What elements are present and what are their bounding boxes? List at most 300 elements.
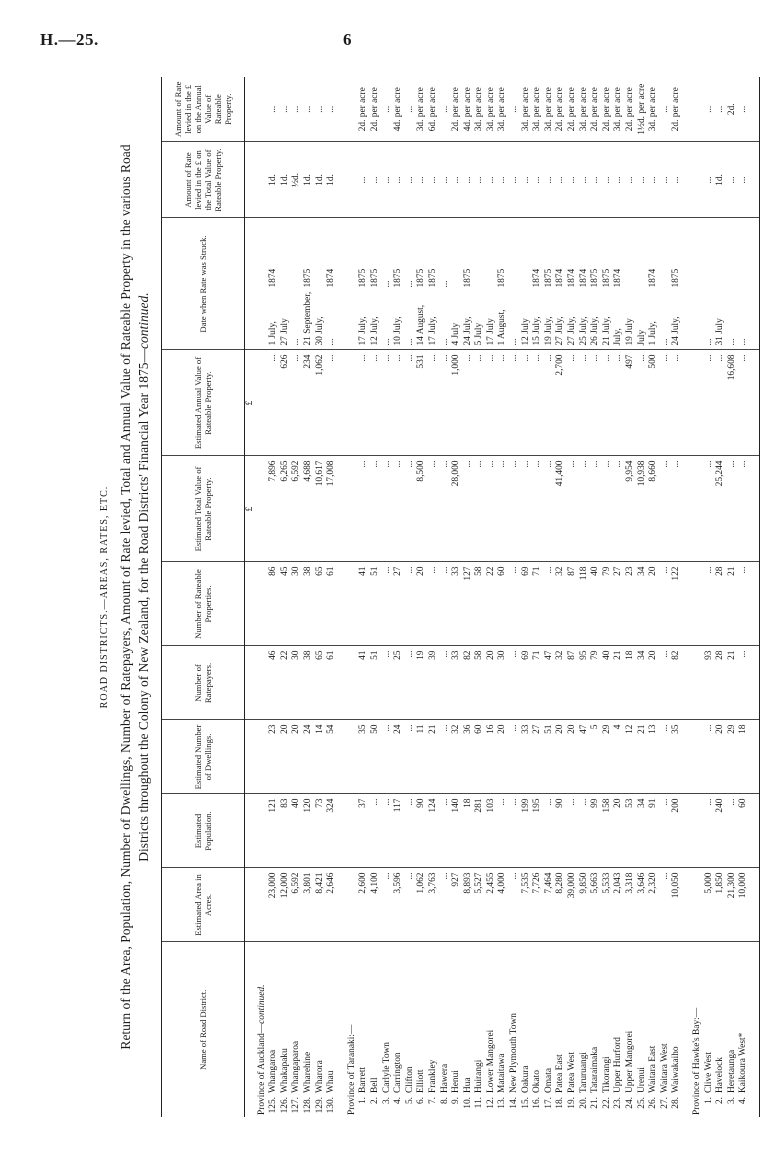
table-row — [602, 77, 614, 1117]
province-name — [692, 942, 704, 1117]
year-struck: 1874 — [648, 268, 659, 288]
annual-rate-cell: 2d. per acre — [370, 77, 382, 142]
date-struck: 15 July, — [532, 316, 543, 346]
dwellings-cell: 21 — [428, 720, 440, 794]
district-name: Barrett — [358, 1066, 369, 1093]
annual-rate-cell: 2d. per acre — [590, 77, 602, 142]
empty-cell — [257, 562, 269, 646]
row-number: 18. — [555, 1097, 566, 1109]
total-rate-cell: 1d. — [326, 142, 338, 218]
district-name: Whangaroa — [268, 1049, 279, 1093]
empty-cell — [338, 720, 347, 794]
annual-value-cell: ... — [405, 350, 417, 456]
area-cell: 3,763 — [428, 868, 440, 942]
dwellings-cell: 32 — [451, 720, 463, 794]
annual-rate-cell: 4d. per acre — [393, 77, 405, 142]
total-rate-cell: ... — [463, 142, 475, 218]
ratepayers-cell: 18 — [625, 646, 637, 720]
population-cell: 18 — [463, 794, 475, 868]
area-cell: 7,726 — [532, 868, 544, 942]
annual-value-cell: 1,062 — [315, 350, 327, 456]
year-struck: 1875 — [601, 268, 612, 288]
total-value-cell: ... — [590, 456, 602, 562]
total-rate-cell: ... — [486, 142, 498, 218]
dwellings-cell: ... — [704, 720, 716, 794]
total-value-cell: 28,000 — [451, 456, 463, 562]
date-struck: 10 July, — [393, 316, 404, 346]
district-name: Wharehine — [302, 1051, 313, 1093]
district-cell — [567, 942, 579, 1117]
table-row — [474, 77, 486, 1117]
district-cell — [428, 942, 440, 1117]
date-cell — [602, 218, 614, 350]
population-cell: 91 — [648, 794, 660, 868]
ratepayers-cell: 19 — [416, 646, 428, 720]
empty-cell — [347, 77, 359, 142]
annual-rate-cell: 2d. per acre — [555, 77, 567, 142]
district-name: Patea West — [567, 1052, 578, 1093]
total-rate-cell: ... — [555, 142, 567, 218]
table-row — [303, 77, 315, 1117]
properties-cell: 122 — [671, 562, 683, 646]
district-name: Clive West — [703, 1052, 714, 1093]
empty-cell — [257, 646, 269, 720]
row-number: 6. — [416, 1097, 427, 1105]
population-cell: 124 — [428, 794, 440, 868]
dwellings-cell: 24 — [303, 720, 315, 794]
dwellings-cell: 35 — [671, 720, 683, 794]
province-row — [347, 77, 359, 1117]
annual-value-cell: ... — [382, 350, 394, 456]
ratepayers-cell: 82 — [463, 646, 475, 720]
annual-value-cell: ... — [291, 350, 303, 456]
district-cell — [625, 942, 637, 1117]
dwellings-cell: 33 — [521, 720, 533, 794]
dwellings-cell: ... — [405, 720, 417, 794]
district-cell — [358, 942, 370, 1117]
empty-cell — [683, 562, 692, 646]
total-value-cell: ... — [474, 456, 486, 562]
ratepayers-cell: 25 — [393, 646, 405, 720]
total-value-cell: ... — [567, 456, 579, 562]
district-name: Bell — [369, 1077, 380, 1093]
empty-cell — [347, 456, 359, 562]
annual-value-cell: ... — [463, 350, 475, 456]
date-struck: ... — [291, 338, 302, 346]
table-row — [370, 77, 382, 1117]
properties-cell: ... — [382, 562, 394, 646]
title-line-2 — [135, 77, 153, 1117]
table-row — [704, 77, 716, 1117]
properties-cell: 69 — [521, 562, 533, 646]
total-rate-cell: ... — [416, 142, 428, 218]
date-struck: 14 August, — [416, 304, 427, 346]
empty-cell — [750, 562, 760, 646]
table-row — [291, 77, 303, 1117]
population-cell: 281 — [474, 794, 486, 868]
spacer-row — [683, 77, 692, 1117]
road-districts-table — [161, 77, 760, 1117]
total-rate-cell: ... — [671, 142, 683, 218]
annual-rate-cell: ... — [738, 77, 750, 142]
area-cell: 2,320 — [648, 868, 660, 942]
properties-cell: 27 — [393, 562, 405, 646]
properties-cell: 28 — [715, 562, 727, 646]
empty-cell — [338, 868, 347, 942]
date-struck: 25 July, — [578, 316, 589, 346]
table-row — [590, 77, 602, 1117]
population-cell: ... — [704, 794, 716, 868]
population-cell: 20 — [613, 794, 625, 868]
area-cell: 2,043 — [613, 868, 625, 942]
total-value-cell: 10,938 — [637, 456, 649, 562]
dwellings-cell: 20 — [291, 720, 303, 794]
province-row — [257, 77, 269, 1117]
total-value-cell: ... — [497, 456, 509, 562]
date-struck: ... — [381, 338, 392, 346]
ratepayers-cell: 51 — [370, 646, 382, 720]
empty-cell — [692, 350, 704, 456]
area-cell: 4,000 — [497, 868, 509, 942]
properties-cell: 86 — [268, 562, 280, 646]
empty-cell — [692, 456, 704, 562]
empty-cell — [750, 142, 760, 218]
district-name: Upper Mangorei — [625, 1030, 635, 1093]
dwellings-cell: 29 — [602, 720, 614, 794]
table-row — [497, 77, 509, 1117]
total-value-cell: ... — [428, 456, 440, 562]
row-number: 28. — [671, 1097, 682, 1109]
date-struck: 12 July — [520, 318, 531, 346]
date-cell — [451, 218, 463, 350]
province-label: Province of Taranaki:— — [346, 1024, 357, 1115]
population-cell: 324 — [326, 794, 338, 868]
area-cell: ... — [405, 868, 417, 942]
total-rate-cell: ... — [613, 142, 625, 218]
date-struck: 1 August, — [497, 309, 508, 346]
date-cell — [715, 218, 727, 350]
total-rate-cell: ... — [428, 142, 440, 218]
area-cell: ... — [382, 868, 394, 942]
row-number: 3. — [726, 1097, 737, 1105]
empty-cell — [257, 142, 269, 218]
empty-cell — [683, 142, 692, 218]
year-struck: 1875 — [393, 268, 404, 288]
table-row — [544, 77, 556, 1117]
table-row — [521, 77, 533, 1117]
population-cell: ... — [727, 794, 739, 868]
table-header-row — [162, 77, 245, 1117]
date-struck: 17 July — [485, 318, 496, 346]
empty-cell — [245, 942, 257, 1117]
dwellings-cell: 20 — [715, 720, 727, 794]
total-value-cell: 41,400 — [555, 456, 567, 562]
row-number: 1. — [358, 1097, 369, 1105]
district-name: Waiwakaiho — [671, 1046, 682, 1093]
population-cell: 158 — [602, 794, 614, 868]
ratepayers-cell: 30 — [497, 646, 509, 720]
properties-cell: 27 — [613, 562, 625, 646]
annual-rate-cell: ... — [291, 77, 303, 142]
population-cell: 73 — [315, 794, 327, 868]
dwellings-cell: 24 — [393, 720, 405, 794]
district-cell — [579, 942, 591, 1117]
date-cell — [326, 218, 338, 350]
district-name: Carlyle Town — [381, 1042, 392, 1093]
district-cell — [440, 942, 452, 1117]
total-value-cell: ... — [393, 456, 405, 562]
properties-cell: 33 — [451, 562, 463, 646]
annual-rate-cell: 2d. per acre — [451, 77, 463, 142]
date-cell — [521, 218, 533, 350]
dwellings-cell: 47 — [579, 720, 591, 794]
dwellings-cell: 54 — [326, 720, 338, 794]
row-number: 130. — [326, 1097, 337, 1114]
total-rate-cell: ... — [738, 142, 750, 218]
total-rate-cell: ... — [370, 142, 382, 218]
row-number: 9. — [451, 1097, 462, 1105]
district-cell — [280, 942, 292, 1117]
date-cell — [291, 218, 303, 350]
total-value-cell: 25,244 — [715, 456, 727, 562]
total-rate-cell: 1d. — [315, 142, 327, 218]
total-value-cell: ... — [358, 456, 370, 562]
date-struck: 24 July, — [462, 316, 473, 346]
population-cell: 200 — [671, 794, 683, 868]
ratepayers-cell: 21 — [727, 646, 739, 720]
row-number: 14. — [509, 1097, 520, 1109]
district-cell — [393, 942, 405, 1117]
total-rate-cell: ... — [440, 142, 452, 218]
column-header: Amount of Rate levied in the £ on the Total Value of Rateable Property. — [162, 142, 245, 218]
date-struck: ... — [738, 338, 749, 346]
date-struck: 27 July, — [567, 316, 578, 346]
dwellings-cell: 60 — [474, 720, 486, 794]
district-cell — [555, 942, 567, 1117]
row-number: 20. — [578, 1097, 589, 1109]
row-number: 129. — [314, 1097, 325, 1114]
district-name: Patea East — [555, 1054, 566, 1093]
annual-value-cell: ... — [660, 350, 672, 456]
total-rate-cell: 1d. — [268, 142, 280, 218]
row-number: 126. — [279, 1097, 290, 1114]
return-title — [117, 77, 153, 1117]
date-struck: ... — [703, 338, 714, 346]
total-value-cell: ... — [463, 456, 475, 562]
total-rate-cell: ... — [358, 142, 370, 218]
population-cell: 83 — [280, 794, 292, 868]
dwellings-cell: 20 — [497, 720, 509, 794]
ratepayers-cell: ... — [405, 646, 417, 720]
province-row — [692, 77, 704, 1117]
total-value-cell: 9,954 — [625, 456, 637, 562]
dwellings-cell: 16 — [486, 720, 498, 794]
area-cell: 21,300 — [727, 868, 739, 942]
total-value-cell: ... — [509, 456, 521, 562]
table-row — [486, 77, 498, 1117]
district-name: Upper Hurford — [613, 1037, 624, 1093]
dwellings-cell: 21 — [637, 720, 649, 794]
empty-cell — [692, 77, 704, 142]
district-name: Whakapaku — [279, 1048, 290, 1093]
table-row — [451, 77, 463, 1117]
year-struck: 1875 — [462, 268, 473, 288]
ratepayers-cell: 93 — [704, 646, 716, 720]
date-struck: 24 July, — [671, 316, 682, 346]
population-cell: 195 — [532, 794, 544, 868]
date-cell — [509, 218, 521, 350]
date-cell — [486, 218, 498, 350]
dwellings-cell: 35 — [358, 720, 370, 794]
annual-value-cell: 2,700 — [555, 350, 567, 456]
date-struck: 26 July, — [590, 316, 601, 346]
date-struck: ... — [509, 338, 520, 346]
empty-cell — [347, 562, 359, 646]
total-value-unit: £ — [245, 456, 257, 562]
population-cell: 60 — [738, 794, 750, 868]
district-cell — [671, 942, 683, 1117]
district-cell — [613, 942, 625, 1117]
annual-rate-cell: ... — [440, 77, 452, 142]
empty-cell — [245, 646, 257, 720]
row-number: 24. — [625, 1097, 635, 1109]
row-number: 19. — [567, 1097, 578, 1109]
table-row — [567, 77, 579, 1117]
district-cell — [405, 942, 417, 1117]
date-struck: 21 September, — [302, 291, 313, 346]
row-number: 2. — [369, 1097, 380, 1105]
province-name — [257, 942, 269, 1117]
empty-cell — [257, 720, 269, 794]
total-value-cell: ... — [602, 456, 614, 562]
table-row — [671, 77, 683, 1117]
annual-rate-cell: 3d. per acre — [521, 77, 533, 142]
row-number: 23. — [613, 1097, 624, 1109]
year-struck: ... — [439, 280, 450, 288]
year-struck: 1874 — [268, 268, 279, 288]
annual-value-cell: ... — [326, 350, 338, 456]
population-cell: 53 — [625, 794, 637, 868]
ratepayers-cell: 58 — [474, 646, 486, 720]
properties-cell: 32 — [555, 562, 567, 646]
year-struck: ... — [381, 280, 392, 288]
population-cell: 40 — [291, 794, 303, 868]
population-cell: ... — [567, 794, 579, 868]
total-rate-cell: 1d. — [303, 142, 315, 218]
dwellings-cell: 23 — [268, 720, 280, 794]
properties-cell: 45 — [280, 562, 292, 646]
date-struck: 21 July, — [601, 316, 612, 346]
dwellings-cell: 51 — [544, 720, 556, 794]
total-rate-cell: ... — [509, 142, 521, 218]
column-header: Estimated Number of Dwellings. — [162, 720, 245, 794]
annual-value-cell: 16,608 — [727, 350, 739, 456]
empty-cell — [347, 646, 359, 720]
district-cell — [370, 942, 382, 1117]
date-cell — [532, 218, 544, 350]
annual-rate-cell: ... — [660, 77, 672, 142]
date-cell — [648, 218, 660, 350]
ratepayers-cell: 40 — [602, 646, 614, 720]
ratepayers-cell: 30 — [291, 646, 303, 720]
district-name: Hawera — [439, 1063, 450, 1093]
annual-value-cell: ... — [497, 350, 509, 456]
year-struck: 1875 — [427, 268, 438, 288]
empty-cell — [338, 142, 347, 218]
dwellings-cell: ... — [509, 720, 521, 794]
annual-rate-cell: ... — [382, 77, 394, 142]
year-struck: 1875 — [497, 268, 508, 288]
date-struck: 1 July, — [268, 321, 279, 346]
empty-cell — [347, 794, 359, 868]
empty-cell — [347, 218, 359, 350]
district-cell — [521, 942, 533, 1117]
empty-cell — [245, 142, 257, 218]
empty-cell — [338, 646, 347, 720]
district-cell — [303, 942, 315, 1117]
annual-rate-cell: ... — [315, 77, 327, 142]
dwellings-cell: ... — [382, 720, 394, 794]
total-rate-cell: ... — [393, 142, 405, 218]
district-name: Mataitawa — [497, 1053, 508, 1093]
date-cell — [613, 218, 625, 350]
district-name: Kaikoura West* — [738, 1032, 749, 1093]
total-rate-cell: ... — [382, 142, 394, 218]
properties-cell: 61 — [326, 562, 338, 646]
empty-cell — [245, 794, 257, 868]
total-rate-cell: ... — [579, 142, 591, 218]
date-struck: 30 July, — [314, 316, 325, 346]
total-rate-cell: ... — [497, 142, 509, 218]
date-cell — [463, 218, 475, 350]
rotated-return-table — [95, 77, 749, 1117]
table-row — [463, 77, 475, 1117]
annual-rate-cell: ... — [268, 77, 280, 142]
total-value-cell: ... — [671, 456, 683, 562]
empty-cell — [692, 142, 704, 218]
district-name: Clifton — [404, 1066, 415, 1093]
empty-cell — [692, 218, 704, 350]
year-struck: 1875 — [590, 268, 601, 288]
area-cell: 2,455 — [486, 868, 498, 942]
empty-cell — [750, 456, 760, 562]
column-header: Estimated Area in Acres. — [162, 868, 245, 942]
area-cell: 7,535 — [521, 868, 533, 942]
district-name: Tataraimaka — [590, 1046, 601, 1093]
column-header: Estimated Annual Value of Rateable Property. — [162, 350, 245, 456]
population-cell: ... — [370, 794, 382, 868]
year-struck: ... — [404, 280, 415, 288]
area-cell: 2,646 — [326, 868, 338, 942]
date-struck: ... — [726, 338, 737, 346]
properties-cell: ... — [405, 562, 417, 646]
title-line-1: Return of the Area, Population, Number of Dwellings, Number of Ratepayers, Amount of Rate levied, Total and Annual Value of Rateable Property in the various Road — [118, 144, 133, 1050]
empty-cell — [338, 350, 347, 456]
date-cell — [428, 218, 440, 350]
total-rate-cell: ½d. — [291, 142, 303, 218]
dwellings-cell: 20 — [555, 720, 567, 794]
properties-cell: 20 — [416, 562, 428, 646]
empty-cell — [683, 794, 692, 868]
total-value-cell: ... — [544, 456, 556, 562]
date-struck: 19 July, — [543, 316, 554, 346]
empty-cell — [750, 794, 760, 868]
empty-cell — [338, 562, 347, 646]
total-value-cell: ... — [579, 456, 591, 562]
properties-cell: 38 — [303, 562, 315, 646]
row-number: 15. — [520, 1097, 531, 1109]
district-cell — [738, 942, 750, 1117]
